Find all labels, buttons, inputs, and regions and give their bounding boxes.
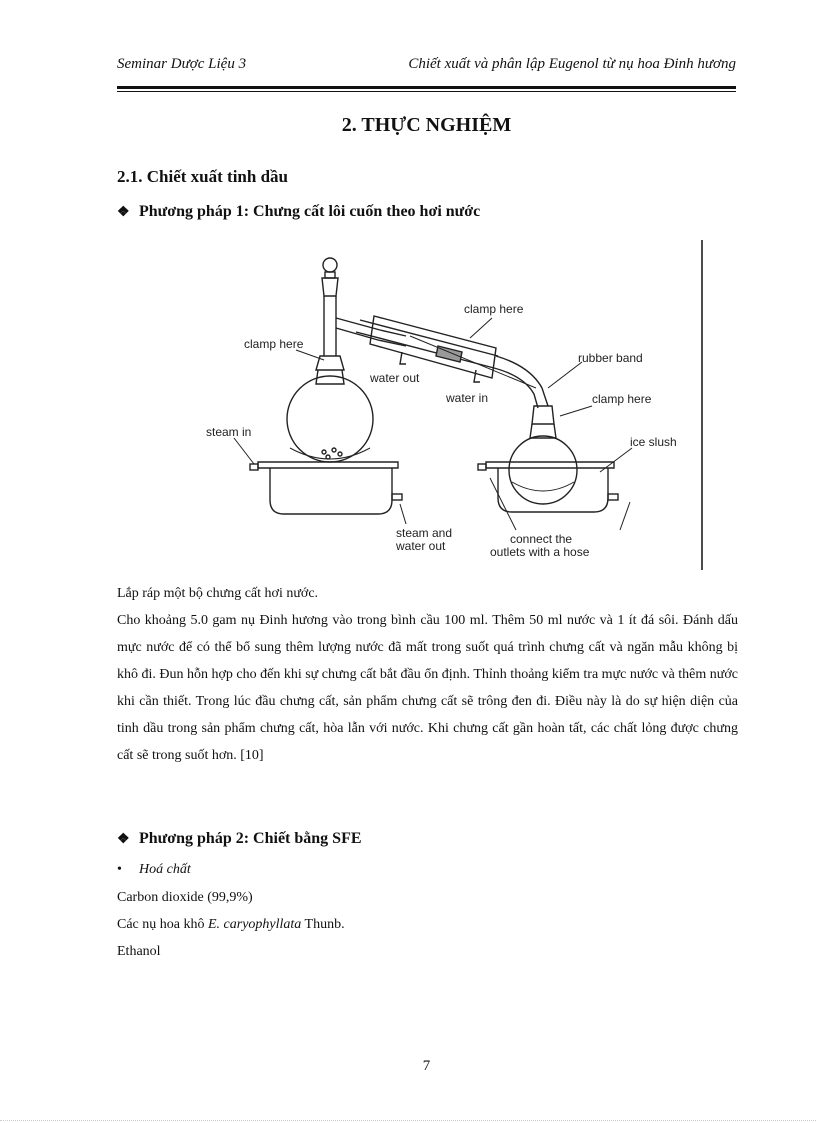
diamond-bullet-icon: ❖ (117, 205, 130, 220)
paragraph-assembly: Lắp ráp một bộ chưng cất hơi nước. (117, 586, 319, 601)
species-name: E. caryophyllata (207, 917, 302, 932)
chemicals-title: Hoá chất (139, 862, 191, 877)
chemical-item-co2: Carbon dioxide (99,9%) (117, 890, 253, 905)
right-flask-assembly (509, 406, 577, 504)
label-water-out: water out (370, 371, 420, 385)
left-water-bath (250, 462, 402, 514)
page-edge (0, 1120, 816, 1121)
running-header (117, 56, 736, 78)
label-water-in: water in (446, 391, 489, 405)
chemical-item-buds: Các nụ hoa khô E. caryophyllata Thunb. (117, 917, 345, 932)
steam-distillation-figure (200, 238, 720, 578)
label-clamp-top: clamp here (464, 302, 524, 316)
distillation-apparatus-diagram (200, 238, 720, 578)
header-left: Seminar Dược Liệu 3 (117, 56, 247, 72)
label-clamp-right: clamp here (592, 392, 652, 406)
label-water-out-2: water out (396, 539, 446, 553)
method-2-title: Phương pháp 2: Chiết bằng SFE (139, 830, 362, 847)
page-number: 7 (422, 1058, 431, 1074)
right-water-bath (478, 462, 618, 512)
section-title: 2.1. Chiết xuất tinh dầu (117, 167, 288, 186)
diamond-bullet-icon: ❖ (117, 832, 130, 847)
label-ice-slush: ice slush (630, 435, 677, 449)
label-rubber-band: rubber band (578, 351, 643, 365)
header-right: Chiết xuất và phân lập Eugenol từ nụ hoa Đinh hương (408, 56, 736, 72)
label-clamp-left: clamp here (244, 337, 304, 351)
chapter-title: 2. THỰC NGHIỆM (341, 114, 512, 136)
method-1-heading (117, 203, 480, 221)
procedure-text (117, 580, 738, 769)
bullet-icon: • (117, 862, 122, 877)
label-connect-2: outlets with a hose (490, 545, 590, 559)
label-steam-and: steam and (396, 526, 453, 540)
left-flask-assembly (287, 258, 406, 462)
method-2-heading (117, 830, 362, 848)
header-rule (117, 86, 736, 92)
label-steam-in: steam in (206, 425, 252, 439)
method-1-title: Phương pháp 1: Chưng cất lôi cuốn theo hơi nước (139, 203, 481, 220)
paragraph-procedure: Cho khoảng 5.0 gam nụ Đinh hương vào trong bình cầu 100 ml. Thêm 50 ml nước và 1 ít đá sôi. Đánh dấu mực nước để có thể bổ sung thêm lượng nước đã mất trong suốt quá trình chưng cất và ngăn mẫu không bị khô đi. Đun hỗn hợp cho đến khi sự chưng cất bắt đầu ổn định. Thỉnh thoảng kiểm tra mực nước và thêm nước khi cần thiết. Trong lúc đầu chưng cất, sản phẩm chưng cất sẽ trông đen đi. Điều này là do sự hiện diện của tinh dầu trong sản phẩm chưng cất, hòa lẫn với nước. Khi chưng cất gần hoàn tất, các chất lỏng được chưng cất sẽ trong suốt hơn. [10] (117, 613, 738, 763)
chemicals-heading (117, 862, 191, 878)
label-connect-1: connect the (510, 532, 573, 546)
chemical-item-ethanol: Ethanol (117, 944, 161, 959)
